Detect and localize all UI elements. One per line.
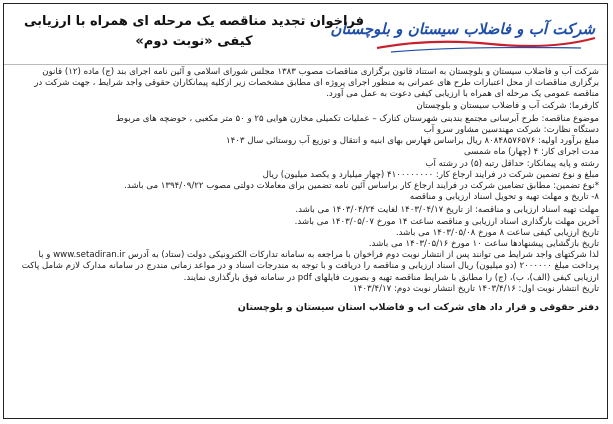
logo-text: شرکت آب و فاضلاب سیستان و بلوچستان: [330, 20, 595, 38]
supervisor-line: دستگاه نظارت: شرکت مهندسین مشاور سرو آب: [423, 125, 599, 136]
employer-line: کارفرما: شرکت آب و فاضلاب سیستان و بلوچستان: [416, 100, 599, 111]
intro-paragraph: شرکت آب و فاضلاب سیستان و بلوچستان به استناد قانون برگزاری مناقصات مصوب ۱۳۸۳ مجلس شورای اسلامی و آئین نامه اجرای بند (ج) ماده (۱۲) قانون برگزاری مناقصات از محل اعتبارات طرح های عمرانی به منظور اجرای پروژه ای مطابق مشخصات زیر ازکلیه پیمانکاران حقوقی واجد شرایط ، جهت شرکت در مناقصه عمومی یک مرحله ای همراه با ارزیابی کیفی دعوت به عمل می آورد.: [34, 67, 599, 100]
bid-opening-line: تاریخ بازگشایی پیشنهادها ساعت ۱۰ مورخ ۱۴۰۳/۰۵/۱۶ می باشد.: [368, 239, 599, 250]
announcement-body: [12, 67, 599, 414]
subject-line: موضوع مناقصه: طرح آبرسانی مجتمع بندبنی شهرستان کنارک – عملیات تکمیلی مخازن هوایی ۲۵ و ۵۰ متر مکعبی ، حوضچه های مربوط: [115, 113, 599, 124]
page-title: فراخوان تجدید مناقصه یک مرحله ای همراه با ارزیابی کیفی «نوبت دوم»: [23, 14, 365, 49]
announcement-frame: [3, 3, 608, 419]
header: [4, 4, 607, 65]
company-logo: [330, 8, 601, 56]
guarantee-type-line: *نوع تضمین: مطابق تضامین شرکت در فرایند ارجاع کار براساس آئین نامه تضمین برای معاملات دولتی مصوب ۱۳۹۴/۰۹/۲۲ می باشد.: [124, 181, 599, 192]
signature-line: دفتر حقوقی و قرار داد های شرکت اب و فاضلاب استان سیستان و بلوچستان: [237, 302, 599, 314]
dates-heading: ۸- تاریخ و مهلت تهیه و تحویل اسناد ارزیابی و مناقصه: [409, 192, 599, 203]
publish-dates-line: تاریخ انتشار نوبت اول: ۱۴۰۳/۴/۱۶ تاریخ انتشار نوبت دوم: ۱۴۰۳/۴/۱۷: [353, 283, 599, 294]
upload-deadline-line: آخرین مهلت بارگذاری اسناد ارزیابی و مناقصه ساعت ۱۴ مورخ ۱۴۰۳/۰۵/۰۷ می باشد.: [294, 216, 599, 227]
estimate-line: مبلغ برآورد اولیه: ۸۰۸۴۸۵۷۶۵۷۶ ریال براساس فهارس بهای ابنیه و انتقال و توزیع آب روستائی سال ۱۴۰۳: [226, 136, 599, 147]
duration-line: مدت اجرای کار: ۴ (چهار) ماه شمسی: [463, 147, 599, 158]
grade-line: رشته و پایه پیمانکار: حداقل رتبه (۵) در رشته آب: [425, 158, 599, 169]
guarantee-amount-line: مبلغ و نوع تضمین شرکت در فرایند ارجاع کار: ۴۱۰۰۰۰۰۰۰۰ (چهار میلیارد و یکصد میلیون) ریال: [262, 169, 599, 180]
conditions-paragraph: لذا شرکتهای واجد شرایط می توانند پس از انتشار نوبت دوم فراخوان با مراجعه به سامانه تدارکات الکترونیکی دولت (ستاد) به آدرس www.setadiran.ir و با پرداخت مبلغ ۲۰۰۰۰۰۰ (دو میلیون) ریال اسناد ارزیابی و مناقصه را دریافت و با توجه به مندرجات اسناد و در مواعد زمانی مندرج در سامانه مدارک لازم شامل پاکت ارزیابی کیفی (الف)، ب)، (ج) را مطابق با شرایط مناقصه تهیه و بصورت فایلهای pdf در سامانه فوق بارگذاری نمایند.: [21, 250, 599, 283]
doc-deadline-line: مهلت تهیه اسناد ارزیابی و مناقصه: از تاریخ ۱۴۰۳/۰۴/۱۷ لغایت ۱۴۰۳/۰۴/۲۴ می باشد.: [295, 205, 599, 216]
eval-opening-line: تاریخ ارزیابی کیفی ساعت ۸ مورخ ۱۴۰۳/۰۵/۰۸ می باشد.: [395, 227, 599, 238]
